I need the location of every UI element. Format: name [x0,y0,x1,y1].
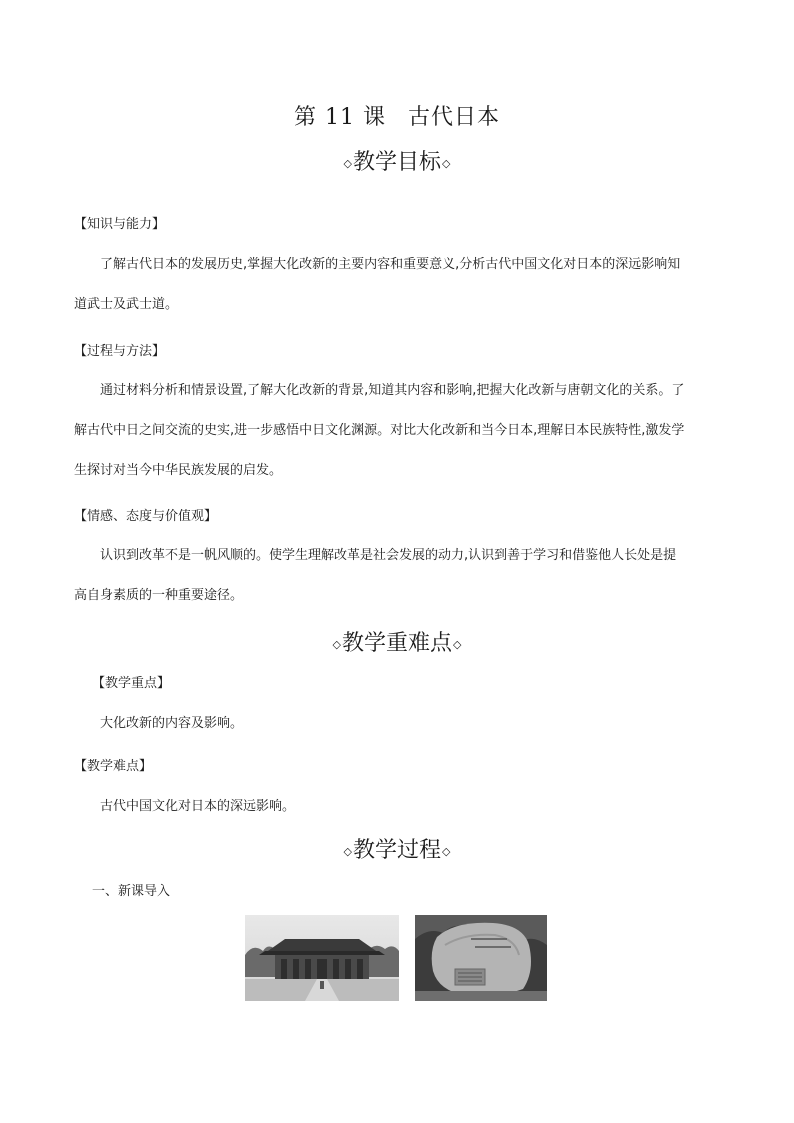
diamond-icon: ◇ [343,156,352,170]
lesson-number: 第 11 课 [294,105,386,130]
lesson-title [0,100,794,131]
intro-heading: 一、新课导入 [92,884,171,899]
section-heading-key-points: ◇教学重难点◇ [332,631,462,656]
diamond-icon: ◇ [332,637,341,651]
section-heading-process: ◇教学过程◇ [343,838,451,863]
section-heading-objectives: ◇教学目标◇ [343,150,451,175]
diamond-icon: ◇ [453,637,462,651]
emotion-label: 【情感、态度与价值观】 [74,509,218,524]
diamond-icon: ◇ [442,844,451,858]
diamond-icon: ◇ [442,156,451,170]
process-method-paragraph: 通过材料分析和情景设置,了解大化改新的背景,知道其内容和影响,把握大化改新与唐朝文化的关系。了 解古代中日之间交流的史实,进一步感悟中日文化渊源。对比大化改新和当今日本,理解日本民族特性,激发学 生探讨对当今中华民族发展的启发。 [74,383,685,478]
knowledge-paragraph: 了解古代日本的发展历史,掌握大化改新的主要内容和重要意义,分析古代中国文化对日本的深远影响知 道武士及武士道。 [74,257,681,312]
emotion-paragraph: 认识到改革不是一帆风顺的。使学生理解改革是社会发展的动力,认识到善于学习和借鉴他人长处是提 高自身素质的一种重要途径。 [74,548,677,603]
focus-text: 大化改新的内容及影响。 [100,716,244,731]
process-method-label: 【过程与方法】 [74,344,166,359]
diamond-icon: ◇ [343,844,352,858]
difficulty-label: 【教学难点】 [74,759,153,774]
lesson-name: 古代日本 [407,105,500,130]
knowledge-label: 【知识与能力】 [74,217,166,232]
stone-monument-photo [415,915,547,1001]
temple-photo [245,915,399,1001]
focus-label: 【教学重点】 [92,676,171,691]
difficulty-text: 古代中国文化对日本的深远影响。 [100,799,296,814]
